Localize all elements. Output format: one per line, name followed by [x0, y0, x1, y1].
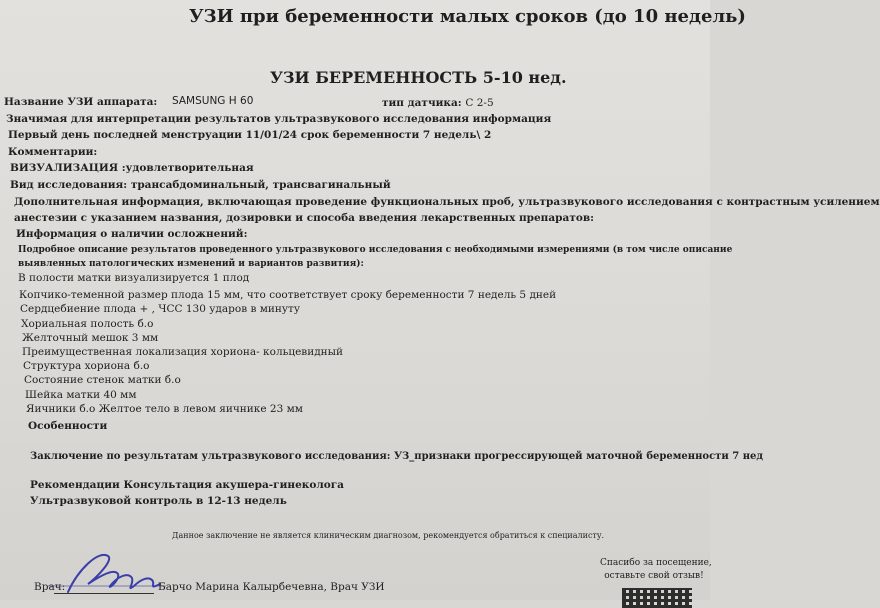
lmp-line: Первый день последней менструации 11/01/24 срок беременности 7 недель\ 2 — [8, 129, 492, 141]
thanks-line-1: Спасибо за посещение, — [600, 558, 712, 568]
comments-line: Комментарии: — [8, 146, 98, 158]
thanks-line-2: оставьте свой отзыв! — [604, 571, 704, 581]
additional-info-line-2: анестезии с указанием названия, дозировки и способа введения лекарственных препаратов: — [14, 212, 595, 224]
finding-item: Желточный мешок 3 мм — [22, 332, 159, 344]
device-label: Название УЗИ аппарата: — [4, 96, 158, 108]
finding-item: Структура хориона б.о — [23, 360, 150, 372]
finding-item: Сердцебиение плода + , ЧСС 130 ударов в минуту — [20, 303, 301, 315]
exam-type-line: Вид исследования: трансабдоминальный, трансвагинальный — [10, 179, 391, 191]
detailed-line-2: выявленных патологических изменений и вариантов развития): — [18, 259, 364, 269]
recommendations-line-2: Ультразвуковой контроль в 12-13 недель — [30, 495, 287, 507]
conclusion-line: Заключение по результатам ультразвукового исследования: УЗ_признаки прогрессирующей маточной беременности 7 нед — [30, 451, 764, 462]
report-subtitle: УЗИ БЕРЕМЕННОСТЬ 5-10 нед. — [270, 68, 567, 87]
interpretation-line: Значимая для интерпретации результатов ультразвукового исследования информация — [6, 113, 552, 125]
complications-line: Информация о наличии осложнений: — [16, 228, 248, 240]
doctor-name: Барчо Марина Калырбечевна, Врач УЗИ — [158, 581, 385, 593]
finding-item: Шейка матки 40 мм — [25, 389, 137, 401]
probe-row — [382, 97, 494, 109]
finding-item: В полости матки визуализируется 1 плод — [18, 272, 250, 284]
probe-value: С 2-5 — [465, 97, 494, 109]
detailed-line-1: Подробное описание результатов проведенного ультразвукового исследования с необходимыми измерениями (в том числе описание — [18, 245, 733, 255]
disclaimer-text: Данное заключение не является клиническим диагнозом, рекомендуется обратиться к специалисту. — [172, 531, 605, 540]
recommendations-line-1: Рекомендации Консультация акушера-гинеколога — [30, 479, 344, 491]
finding-item: Состояние стенок матки б.о — [24, 374, 181, 386]
report-title: УЗИ при беременности малых сроков (до 10 недель) — [189, 6, 746, 27]
finding-item: Яичники б.о Желтое тело в левом яичнике 23 мм — [26, 403, 303, 415]
visualization-line: ВИЗУАЛИЗАЦИЯ :удовлетворительная — [10, 162, 254, 174]
additional-info-line-1: Дополнительная информация, включающая проведение функциональных проб, ультразвукового исследования с контрастным усилением — [14, 196, 880, 208]
finding-item: Хориальная полость б.о — [21, 318, 154, 330]
probe-label: тип датчика: — [382, 97, 462, 109]
signature-line — [54, 593, 154, 594]
finding-item: Копчико-теменной размер плода 15 мм, что соответствует сроку беременности 7 недель 5 дней — [19, 289, 557, 301]
doctor-label: Врач: — [34, 581, 66, 593]
features-label: Особенности — [28, 420, 108, 432]
qr-code-icon — [622, 588, 692, 608]
device-value: SAMSUNG H 60 — [172, 95, 254, 107]
finding-item: Преимущественная локализация хориона- кольцевидный — [22, 346, 344, 358]
doctor-signature — [48, 540, 168, 600]
